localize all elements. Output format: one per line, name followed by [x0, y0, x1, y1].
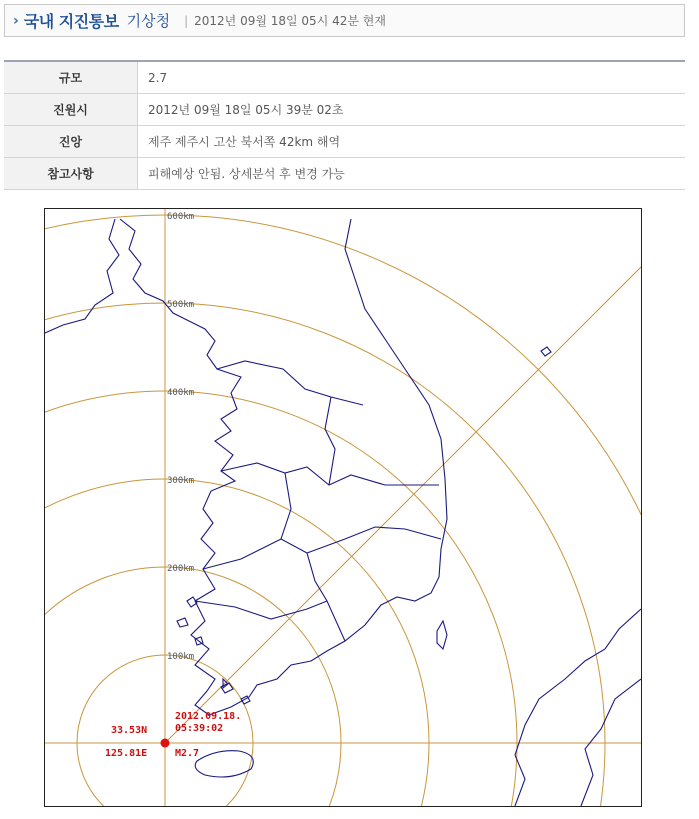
- table-row: [4, 94, 685, 126]
- earthquake-info-table: [4, 60, 685, 190]
- ring-label: 100km: [167, 652, 195, 662]
- korea-west-coast: [120, 219, 447, 715]
- bearing-line: [165, 267, 641, 743]
- province-border: [281, 473, 345, 641]
- tsushima-island: [437, 621, 447, 649]
- issued-time: 2012년 09월 18일 05시 42분 현재: [194, 14, 386, 28]
- epicenter-latitude: 33.53N: [111, 725, 148, 736]
- row-value-magnitude: 2.7: [138, 61, 686, 94]
- province-border: [307, 527, 441, 553]
- epicenter-longitude: 125.81E: [105, 748, 148, 759]
- epicenter-map: [44, 208, 642, 807]
- table-row: [4, 158, 685, 190]
- distance-ring: [45, 391, 517, 806]
- table-row: [4, 126, 685, 158]
- ring-label: 600km: [167, 212, 195, 222]
- row-key-magnitude: 규모: [4, 61, 138, 94]
- jeju-island: [195, 751, 253, 777]
- distance-ring: [45, 303, 605, 806]
- distance-ring: [45, 567, 341, 806]
- map-canvas: [45, 209, 641, 806]
- row-value-remarks: 피해예상 안됨. 상세분석 후 변경 가능: [138, 158, 686, 190]
- agency-name: 기상청: [126, 12, 171, 30]
- chevron-right-icon: ›: [13, 12, 19, 29]
- row-key-remarks: 참고사항: [4, 158, 138, 190]
- island: [177, 618, 188, 627]
- epicenter-time: 05:39:02: [175, 723, 224, 734]
- china-coast: [45, 219, 119, 333]
- province-border: [195, 601, 327, 619]
- title-separator: |: [184, 13, 189, 28]
- row-key-epicenter: 진앙: [4, 126, 138, 158]
- page-title: 국내 지진통보: [23, 12, 119, 31]
- row-value-epicenter: 제주 제주시 고산 북서쪽 42km 해역: [138, 126, 686, 158]
- ring-label: 300km: [167, 476, 195, 486]
- title-bar: [4, 4, 685, 37]
- ring-label: 500km: [167, 300, 195, 310]
- coastline: [45, 219, 641, 806]
- table-row: [4, 61, 685, 94]
- ring-label: 200km: [167, 564, 195, 574]
- ring-label: 400km: [167, 388, 195, 398]
- row-key-origin-time: 진원시: [4, 94, 138, 126]
- province-border: [325, 397, 335, 485]
- japan-coast: [515, 609, 641, 806]
- epicenter-magnitude: M2.7: [175, 748, 200, 759]
- ulleung-island: [541, 347, 551, 356]
- epicenter-date: 2012.09.18.: [175, 711, 242, 722]
- row-value-origin-time: 2012년 09월 18일 05시 39분 02초: [138, 94, 686, 126]
